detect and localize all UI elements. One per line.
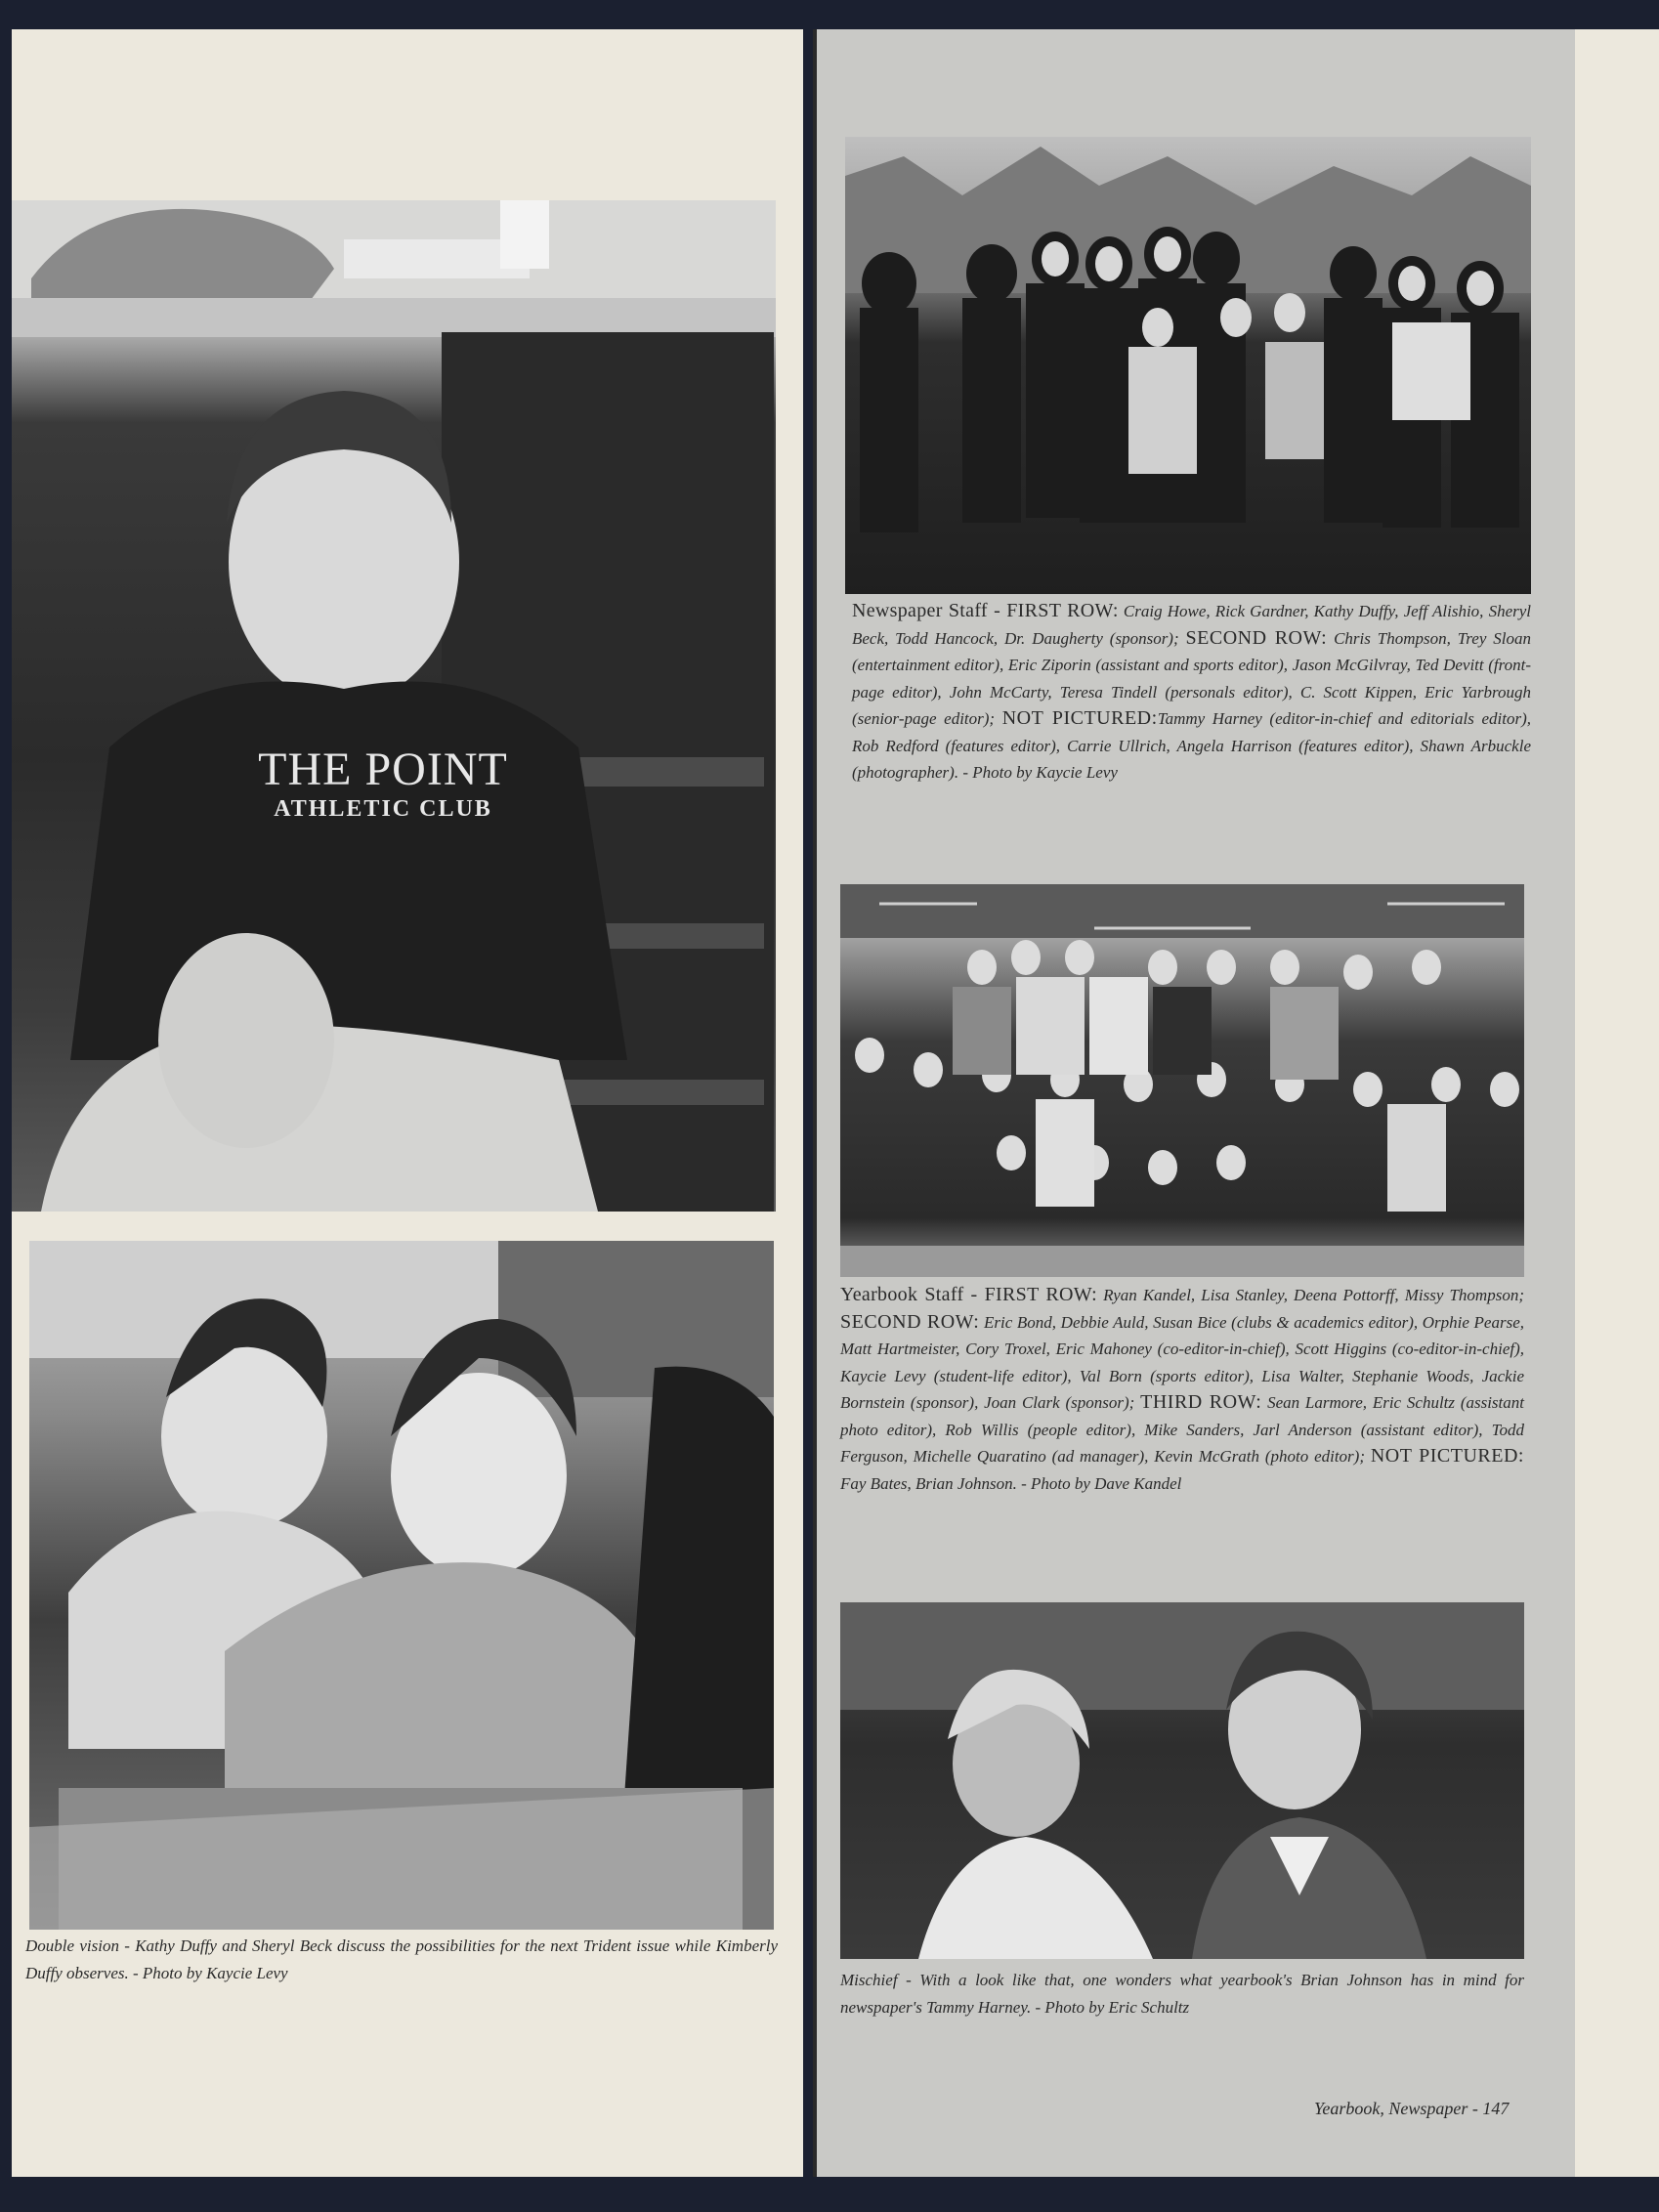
mischief-caption-text: Mischief - With a look like that, one wonders what yearbook's Brian Johnson has in mind for newspaper's Tammy Harney. - Photo by Eric Schultz — [840, 1971, 1524, 2017]
mischief-caption — [840, 1967, 1524, 2021]
yearbook-second-row: Eric Bond, Debbie Auld, Susan Bice (clubs & academics editor), Orphie Pearse, Matt Hartmeister, Cory Troxel, Eric Mahoney (co-editor-in-chief), Scott Higgins (co-editor-in-chief), Kaycie Levy (student-life editor), Val Born (sports editor), Lisa Walter, Stephanie Woods, Jackie Bornstein (sponsor), Joan Clark (sponsor); — [840, 1312, 1525, 1412]
newspaper-not-label: NOT PICTURED: — [1001, 707, 1158, 729]
newspaper-staff-photo — [845, 137, 1531, 594]
mischief-art — [840, 1602, 1524, 1959]
yearbook-caption — [840, 1282, 1524, 1497]
mischief-photo — [840, 1602, 1524, 1959]
newspaper-second-label: SECOND ROW: — [1185, 626, 1328, 649]
yearbook-caption-lead: Yearbook Staff - FIRST ROW: — [840, 1284, 1098, 1305]
newspaper-not-pictured: Tammy Harney (editor-in-chief and editorials editor), Rob Redford (features editor), Carrie Ullrich, Angela Harrison (features editor), Shawn Arbuckle (photographer). - Photo by Kaycie Levy — [852, 709, 1531, 782]
shirt-line2: ATHLETIC CLUB — [274, 796, 492, 822]
yearbook-third-row: Sean Larmore, Eric Schultz (assistant photo editor), Rob Willis (people editor), Mike Sanders, Jarl Anderson (assistant editor), Todd Ferguson, Michelle Quaratino (ad manager), Kevin McGrath (photo editor); — [840, 1393, 1524, 1466]
double-vision-caption — [25, 1933, 778, 1986]
shirt-line1: THE POINT — [258, 744, 508, 795]
newspaper-second-row: Chris Thompson, Trey Sloan (entertainment editor), Eric Ziporin (assistant and sports editor), Jason McGilvray, Ted Devitt (front-page editor), John McCarty, Teresa Tindell (personals editor), C. Scott Kippen, Eric Yarbrough (senior-page editor); — [852, 628, 1532, 728]
shirt-print — [217, 743, 549, 823]
page-folio: Yearbook, Newspaper - 147 — [1314, 2099, 1510, 2118]
yearbook-first-row: Ryan Kandel, Lisa Stanley, Deena Pottorff, Missy Thompson; — [1097, 1286, 1524, 1304]
yearbook-second-label: SECOND ROW: — [840, 1310, 980, 1333]
portrait-art — [12, 200, 776, 1212]
yearbook-staff-photo — [840, 884, 1524, 1277]
page-edge — [1575, 29, 1659, 2177]
double-vision-art — [29, 1241, 774, 1930]
yearbook-third-label: THIRD ROW: — [1140, 1391, 1262, 1413]
newspaper-staff-art — [845, 137, 1531, 594]
yearbook-not-pictured: Fay Bates, Brian Johnson. - Photo by Dave Kandel — [840, 1473, 1182, 1493]
yearbook-not-label: NOT PICTURED: — [1370, 1445, 1524, 1467]
double-vision-caption-text: Double vision - Kathy Duffy and Sheryl Beck discuss the possibilities for the next Trident issue while Kimberly Duffy observes. - Photo by Kaycie Levy — [25, 1936, 778, 1982]
newspaper-caption-lead: Newspaper Staff - FIRST ROW: — [852, 600, 1119, 621]
yearbook-staff-art — [840, 884, 1524, 1277]
newspaper-caption — [852, 598, 1531, 787]
newspaper-first-row: Craig Howe, Rick Gardner, Kathy Duffy, Jeff Alishio, Sheryl Beck, Todd Hancock, Dr. Daugherty (sponsor); — [852, 602, 1531, 648]
portrait-photo — [12, 200, 776, 1212]
double-vision-photo — [29, 1241, 774, 1930]
